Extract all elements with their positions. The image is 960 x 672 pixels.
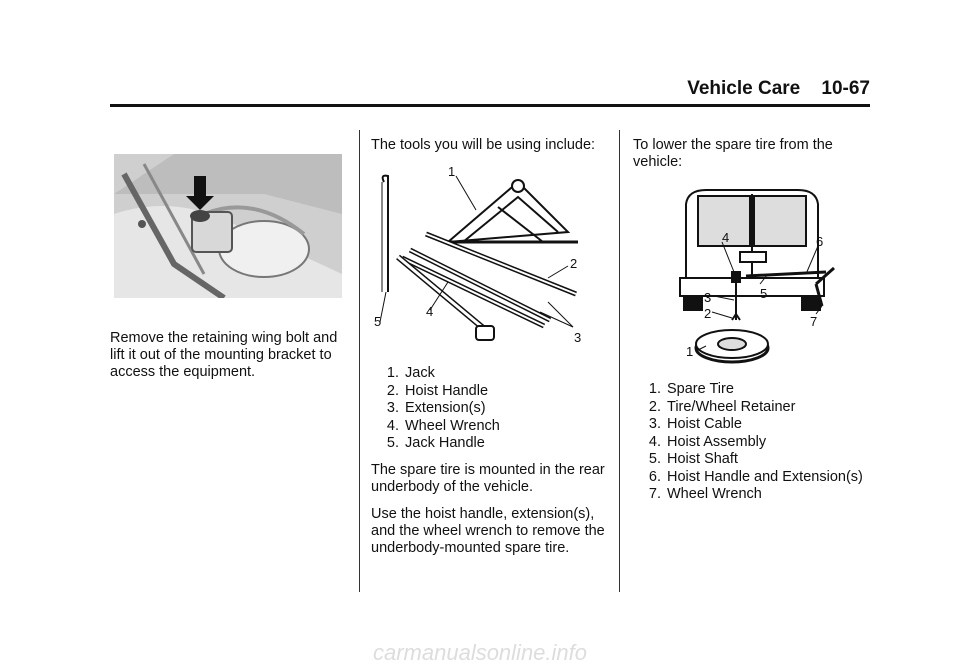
column-right (633, 381, 863, 504)
paragraph: Use the hoist handle, extension(s), and the wheel wrench to remove the underbody-mounted spare tire. (371, 505, 605, 556)
paragraph: The spare tire is mounted in the rear underbody of the vehicle. (371, 461, 605, 495)
header-rule (110, 104, 870, 107)
callout-label: 6 (816, 234, 824, 249)
column-divider (359, 130, 360, 592)
watermark: carmanualsonline.info (372, 640, 588, 665)
column-divider (619, 130, 620, 592)
callout-label: 3 (574, 330, 582, 345)
list-item: 1. Spare Tire (648, 381, 734, 397)
column-middle (371, 365, 611, 567)
list-item: 5. Hoist Shaft (648, 451, 738, 467)
callout-label: 1 (686, 344, 694, 359)
page-header (110, 78, 870, 104)
tools-list (371, 365, 611, 453)
callout-label: 4 (426, 304, 434, 319)
spare-tire-diagram (676, 186, 846, 370)
list-item: 5. Jack Handle (386, 435, 485, 451)
column-intro (633, 137, 863, 181)
list-item: 2. Tire/Wheel Retainer (648, 398, 796, 415)
jack-handle-shape (383, 176, 388, 292)
callout-label: 2 (570, 256, 578, 271)
callout-label: 5 (760, 286, 768, 301)
list-item: 6. Hoist Handle and Extension(s) (648, 468, 863, 485)
list-item: 7. Wheel Wrench (648, 486, 762, 502)
section-title: Vehicle Care (687, 78, 801, 99)
paragraph: Remove the retaining wing bolt and lift it out of the mounting bracket to access the equipment. (110, 330, 338, 380)
parts-list (633, 381, 863, 504)
column-intro (371, 137, 611, 164)
mounting-bracket-photo (114, 154, 342, 298)
callout-label: 5 (374, 314, 382, 329)
callout-label: 7 (810, 314, 818, 329)
callout-label: 1 (448, 164, 456, 179)
callout-label: 4 (722, 230, 730, 245)
callout-label: 3 (704, 290, 712, 305)
list-item: 3. Hoist Cable (648, 416, 742, 432)
list-item: 4. Hoist Assembly (648, 433, 767, 450)
list-item: 3. Extension(s) (386, 400, 486, 416)
column-left (110, 330, 348, 391)
running-title (687, 78, 870, 100)
callout-label: 2 (704, 306, 712, 321)
paragraph: The tools you will be using include: (371, 137, 596, 153)
tools-illustration (368, 162, 588, 348)
list-item: 2. Hoist Handle (386, 382, 489, 399)
page-number: 10-67 (821, 78, 870, 99)
paragraph: To lower the spare tire from the vehicle: (633, 137, 833, 170)
list-item: 4. Wheel Wrench (386, 417, 500, 434)
list-item: 1. Jack (386, 365, 435, 381)
